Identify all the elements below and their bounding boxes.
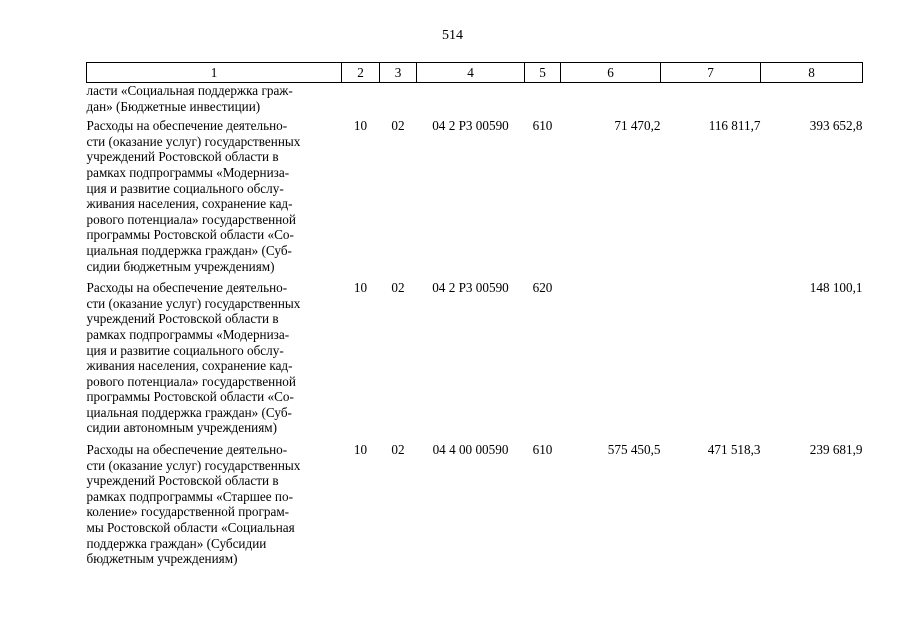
description-line: ция и развитие социального обслу- [86,180,284,196]
cell-value-col8: 393 652,8 [809,118,863,134]
cell-csr: 04 2 Р3 00590 [432,118,509,134]
table-row-continuation [87,83,863,115]
table-row [87,114,863,276]
header-col-3: 3 [380,63,417,83]
description-line: рового потенциала» государственной [86,211,296,227]
header-col-4: 4 [417,63,525,83]
description-line: сти (оказание услуг) государственных [86,133,301,149]
description-line: рового потенциала» государственной [86,373,296,389]
cell-value-col7 [661,276,761,438]
description-line: рамках подпрограммы «Модерниза- [86,326,290,342]
cell-value-col6: 71 470,2 [614,118,661,134]
description-line: учреждений Ростовской области в [86,149,279,165]
table-row [87,438,863,569]
cell-pr: 02 [391,280,405,296]
cell-rz: 10 [353,118,368,134]
cell-pr: 02 [391,442,405,458]
cell-value-col8: 239 681,9 [809,442,863,458]
cell-vr: 610 [532,442,553,458]
cell-vr: 610 [532,118,553,134]
description-line: рамках подпрограммы «Старшее по- [86,488,293,504]
cell-csr: 04 4 00 00590 [432,442,509,458]
header-col-6: 6 [561,63,661,83]
description-line: учреждений Ростовской области в [86,473,279,489]
header-col-8: 8 [761,63,863,83]
header-col-2: 2 [342,63,380,83]
description-line: учреждений Ростовской области в [86,311,279,327]
header-col-5: 5 [525,63,561,83]
description-line: Расходы на обеспечение деятельно- [86,442,288,458]
table-row [87,276,863,438]
cell-rz: 10 [353,442,368,458]
description-line: живания населения, сохранение кад- [86,358,293,374]
cell-csr: 04 2 Р3 00590 [432,280,509,296]
cell-value-col6: 575 450,5 [607,442,661,458]
description-line: бюджетным учреждениям) [86,551,238,567]
description-line: сидии бюджетным учреждениям) [86,258,275,274]
description-line: сти (оказание услуг) государственных [86,457,301,473]
page-number: 514 [442,28,463,43]
description-line: рамках подпрограммы «Модерниза- [86,164,290,180]
description-line: циальная поддержка граждан» (Суб- [86,242,292,258]
description-line: ласти «Социальная поддержка граж- [86,83,293,98]
description-line: сти (оказание услуг) государственных [86,295,301,311]
cell-value-col7: 116 811,7 [708,118,761,134]
cell-rz: 10 [353,280,368,296]
description-line: ция и развитие социального обслу- [86,342,284,358]
description-line: программы Ростовской области «Со- [86,227,294,243]
row-description [87,438,342,569]
description-line: дан» (Бюджетные инвестиции) [86,98,261,114]
cell-vr: 620 [532,280,553,296]
description-line: мы Ростовской области «Социальная [86,520,295,536]
description-line: поддержка граждан» (Субсидии [86,535,267,551]
cell-value-col7: 471 518,3 [707,442,761,458]
header-col-7: 7 [661,63,761,83]
table-header-row [87,63,863,83]
description-line: коление» государственной програм- [86,504,290,520]
cell-value-col6 [561,276,661,438]
cell-pr: 02 [391,118,405,134]
budget-table [86,62,863,569]
row-description [87,276,342,438]
row-description [87,114,342,276]
continuation-description [87,83,342,115]
description-line: Расходы на обеспечение деятельно- [86,118,288,134]
description-line: сидии автономным учреждениям) [86,420,278,436]
description-line: программы Ростовской области «Со- [86,389,294,405]
description-line: Расходы на обеспечение деятельно- [86,280,288,296]
description-line: циальная поддержка граждан» (Суб- [86,404,292,420]
cell-value-col8: 148 100,1 [809,280,863,296]
description-line: живания населения, сохранение кад- [86,196,293,212]
header-col-1: 1 [87,63,342,83]
